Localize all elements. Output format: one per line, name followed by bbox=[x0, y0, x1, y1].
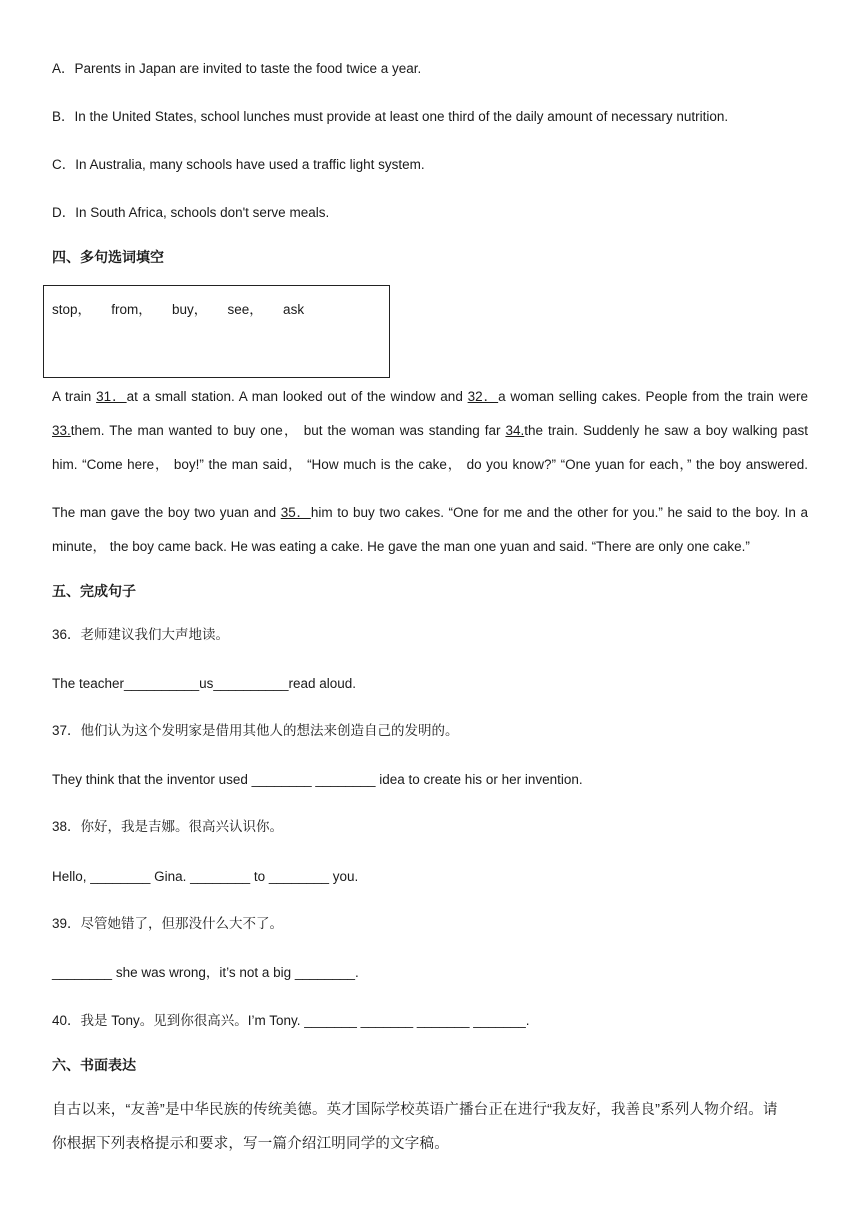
option-a bbox=[52, 60, 421, 78]
option-letter: C． bbox=[52, 157, 76, 172]
passage-text: him to buy two cakes. “One for me and the other for you.” he said to the boy. In a bbox=[310, 505, 808, 520]
option-text: In Australia, many schools have used a traffic light system. bbox=[75, 157, 425, 172]
option-text: In South Africa, schools don't serve meals. bbox=[75, 205, 330, 220]
question-39-en[interactable]: ________ she was wrong，it’s not a big ________. bbox=[52, 965, 359, 980]
blank-34[interactable]: 34. bbox=[505, 423, 525, 438]
question-38-en[interactable]: Hello, ________ Gina. ________ to ________ you. bbox=[52, 869, 359, 884]
question-37-en[interactable]: They think that the inventor used ________ ________ idea to create his or her invention. bbox=[52, 772, 583, 787]
writing-prompt-line-2: 你根据下列表格提示和要求，写一篇介绍江明同学的文字稿。 bbox=[52, 1136, 449, 1152]
passage-text: a woman selling cakes. People from the train were bbox=[498, 389, 808, 404]
passage-text: The man gave the boy two yuan and bbox=[52, 505, 281, 520]
option-text: In the United States, school lunches must provide at least one third of the daily amount of necessary nutrition. bbox=[74, 109, 729, 124]
option-text: Parents in Japan are invited to taste the food twice a year. bbox=[74, 61, 422, 76]
question-36-en[interactable]: The teacher__________us__________read aloud. bbox=[52, 676, 357, 691]
blank-35[interactable]: 35． bbox=[280, 505, 311, 520]
option-c bbox=[52, 156, 425, 174]
question-37-cn: 37．他们认为这个发明家是借用其他人的想法来创造自己的发明的。 bbox=[52, 723, 459, 738]
passage-text: A train bbox=[52, 389, 97, 404]
word-box bbox=[43, 285, 390, 378]
blank-31[interactable]: 31． bbox=[96, 389, 127, 404]
option-b bbox=[52, 108, 728, 126]
passage-line-1 bbox=[52, 388, 808, 406]
section-5-title: 五、完成句子 bbox=[52, 583, 136, 599]
passage-text: the train. Suddenly he saw a boy walking past bbox=[524, 423, 808, 438]
passage-line-4 bbox=[52, 504, 808, 522]
question-40[interactable]: 40．我是 Tony。见到你很高兴。I’m Tony. _______ _______ _______ _______. bbox=[52, 1013, 530, 1028]
passage-line-3: him. “Come here， boy!” the man said， “How much is the cake， do you know?” “One yuan for each，” the boy answered. bbox=[52, 457, 808, 472]
writing-prompt-line-1: 自古以来，“友善”是中华民族的传统美德。英才国际学校英语广播台正在进行“我友好，我善良”系列人物介绍。请 bbox=[52, 1102, 778, 1118]
option-letter: D． bbox=[52, 205, 76, 220]
passage-line-2 bbox=[52, 422, 808, 440]
section-4-title: 四、多句选词填空 bbox=[52, 249, 164, 265]
passage-line-5: minute， the boy came back. He was eating a cake. He gave the man one yuan and said. “There are only one cake.” bbox=[52, 539, 750, 554]
passage-text: them. The man wanted to buy one， but the woman was standing far bbox=[70, 423, 506, 438]
passage-text: at a small station. A man looked out of the window and bbox=[126, 389, 468, 404]
option-letter: B． bbox=[52, 109, 75, 124]
section-6-title: 六、书面表达 bbox=[52, 1057, 136, 1073]
question-39-cn: 39．尽管她错了，但那没什么大不了。 bbox=[52, 916, 284, 931]
blank-32[interactable]: 32． bbox=[467, 389, 499, 404]
question-36-cn: 36．老师建议我们大声地读。 bbox=[52, 627, 230, 642]
word-box-words: stop， from， buy， see， ask bbox=[52, 302, 305, 317]
blank-33[interactable]: 33. bbox=[52, 423, 71, 438]
option-d bbox=[52, 204, 329, 222]
question-38-cn: 38．你好，我是吉娜。很高兴认识你。 bbox=[52, 819, 284, 834]
option-letter: A． bbox=[52, 61, 75, 76]
